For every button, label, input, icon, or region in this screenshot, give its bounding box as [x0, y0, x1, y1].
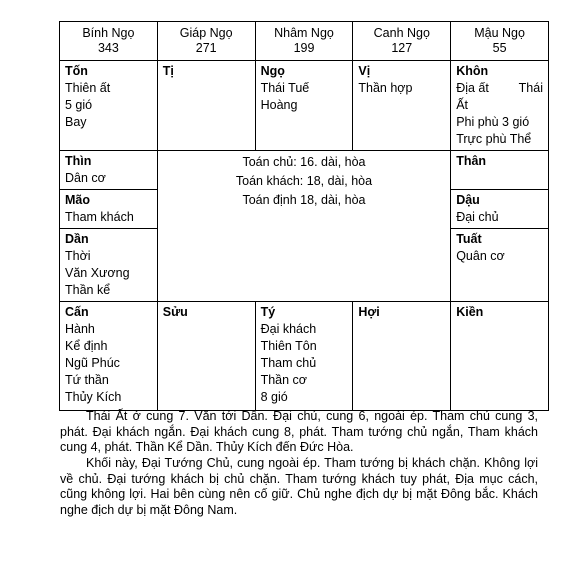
cell-title: Thân	[456, 154, 487, 168]
cell-line: Thần kể	[65, 283, 111, 297]
toan-khach: Toán khách: 18, dài, hòa	[235, 174, 373, 188]
cell-line: Hoàng	[260, 98, 298, 112]
cell-line: 8 gió	[260, 390, 288, 404]
cell-line: Bay	[65, 115, 87, 129]
toan-chu: Toán chủ: 16. dài, hòa	[242, 155, 366, 169]
header-cell	[157, 22, 255, 61]
cell-title: Tuất	[456, 232, 482, 246]
cell-line: Ất	[456, 98, 468, 112]
cell-title: Mão	[65, 193, 90, 207]
thai-at-board	[59, 21, 549, 411]
header-cell	[353, 22, 451, 61]
paragraph-text: Thái Ất ở cung 7. Văn tới Dần. Đại chủ, cung 6, ngoài ép. Tham chủ cung 3, phát. Đại khách ngắn. Đại khách cung 8, phát. Tham tướng chủ ngắn, Tham khách cung 4, phát. Thần Kể Dần. Thủy Kích đến Đức Hòa.	[60, 409, 538, 454]
header-cell	[60, 22, 158, 61]
cell-line: Tứ thần	[65, 373, 109, 387]
cell-ty	[255, 302, 353, 411]
cell-suu	[157, 302, 255, 411]
cell-line-split	[456, 80, 543, 97]
cell-dau	[451, 190, 549, 229]
cell-title: Thìn	[65, 154, 92, 168]
cell-line: Phi phù 3 gió	[456, 115, 530, 129]
center-calculation	[157, 151, 450, 302]
cell-than	[451, 151, 549, 190]
header-cell	[451, 22, 549, 61]
header-name: Nhâm Ngọ	[274, 26, 334, 40]
cell-vi	[353, 61, 451, 151]
header-number: 343	[97, 41, 119, 55]
cell-title: Khôn	[456, 64, 489, 78]
cell-hoi	[353, 302, 451, 411]
cell-line: Thần cơ	[260, 373, 308, 387]
cell-line: Thiên ất	[65, 81, 111, 95]
cell-line: Thái Tuế	[260, 81, 310, 95]
cell-title: Tý	[260, 305, 276, 319]
header-cell	[255, 22, 353, 61]
cell-line: Thủy Kích	[65, 390, 122, 404]
cell-can	[60, 302, 158, 411]
header-number: 55	[492, 41, 507, 55]
cell-ton	[60, 61, 158, 151]
cell-title: Hợi	[358, 305, 380, 319]
header-name: Canh Ngọ	[373, 26, 430, 40]
cell-kien	[451, 302, 549, 411]
header-number: 199	[293, 41, 315, 55]
toan-dinh: Toán định 18, dài, hòa	[242, 193, 366, 207]
paragraph-2	[60, 456, 538, 518]
cell-title: Kiền	[456, 305, 484, 319]
cell-title: Tị	[162, 64, 174, 78]
cell-line: Văn Xương	[65, 266, 130, 280]
cell-title: Tốn	[65, 64, 88, 78]
paragraph-1	[60, 409, 538, 456]
cell-line: Thời	[65, 249, 91, 263]
cell-line: Đại khách	[260, 322, 317, 336]
header-name: Mậu Ngọ	[474, 26, 525, 40]
cell-line: Quân cơ	[456, 249, 505, 263]
cell-line: 5 gió	[65, 98, 93, 112]
header-number: 127	[391, 41, 413, 55]
cell-title: Vị	[358, 64, 371, 78]
cell-title: Cấn	[65, 305, 89, 319]
cell-dan	[60, 229, 158, 302]
cell-ti	[157, 61, 255, 151]
cell-line: Hành	[65, 322, 95, 336]
cell-title: Sửu	[162, 305, 188, 319]
cell-line: Địa ất	[456, 81, 489, 95]
header-name: Bính Ngọ	[82, 26, 135, 40]
cell-title: Ngọ	[260, 64, 285, 78]
cell-ngo	[255, 61, 353, 151]
palace-row-bottom	[60, 302, 549, 411]
header-row	[60, 22, 549, 61]
cell-line: Dân cơ	[65, 171, 106, 185]
cell-line: Tham khách	[65, 210, 134, 224]
cell-line: Thần hợp	[358, 81, 413, 95]
cell-khon	[451, 61, 549, 151]
cell-line: Kể định	[65, 339, 108, 353]
header-name: Giáp Ngọ	[179, 26, 233, 40]
cell-line: Thái	[518, 81, 543, 95]
cell-line: Trực phù Thể	[456, 132, 532, 146]
cell-title: Dậu	[456, 193, 480, 207]
cell-line: Ngũ Phúc	[65, 356, 120, 370]
cell-tuat	[451, 229, 549, 302]
cell-line: Thiên Tôn	[260, 339, 317, 353]
paragraph-text: Khối này, Đại Tướng Chủ, cung ngoài ép. Tham tướng bị khách chặn. Không lợi về chủ. Đại tướng khách bị chủ chặn. Tham tướng khách tuy phát, Địa mục cách, cũng không lợi. Hai bên cùng nên cố giữ. Chủ nghe địch dự bị mặt Đông bắc. Khách nghe địch dự bị mặt Đông Nam.	[60, 456, 538, 517]
cell-thin	[60, 151, 158, 190]
header-number: 271	[195, 41, 217, 55]
palace-row-2	[60, 151, 549, 190]
cell-line: Đại chủ	[456, 210, 499, 224]
cell-line: Tham chủ	[260, 356, 317, 370]
cell-mao	[60, 190, 158, 229]
cell-title: Dần	[65, 232, 89, 246]
palace-row-top	[60, 61, 549, 151]
